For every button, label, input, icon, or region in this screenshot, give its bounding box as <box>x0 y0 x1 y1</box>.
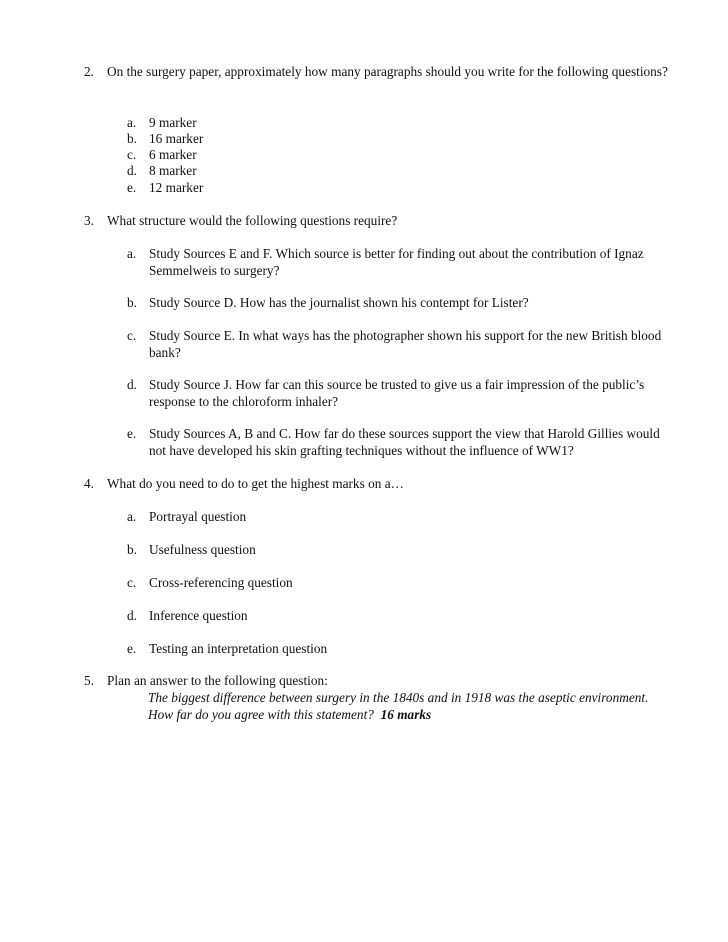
item-text: 12 marker <box>149 180 204 195</box>
item-label: a. <box>127 246 137 261</box>
list-item <box>127 147 678 164</box>
item-text: Study Source J. How far can this source be trusted to give us a fair impression of the public’s response to the chloroform inhaler? <box>149 377 645 409</box>
item-text: Study Sources A, B and C. How far do these sources support the view that Harold Gillies would not have developed his skin grafting techniques without the influence of WW1? <box>149 426 660 458</box>
item-label: d. <box>127 608 137 623</box>
question-4 <box>84 476 676 493</box>
item-text: Inference question <box>149 608 248 623</box>
item-label: c. <box>127 147 137 162</box>
list-item <box>127 115 678 132</box>
question-2 <box>84 64 676 81</box>
question-text: On the surgery paper, approximately how many paragraphs should you write for the following questions? <box>107 64 668 79</box>
list-item <box>127 608 678 625</box>
item-label: b. <box>127 131 137 146</box>
question-number: 3. <box>84 213 94 228</box>
item-text: 8 marker <box>149 163 197 178</box>
list-item <box>127 509 678 526</box>
item-text: Study Source D. How has the journalist shown his contempt for Lister? <box>149 295 529 310</box>
item-label: e. <box>127 426 137 441</box>
list-item <box>127 163 678 180</box>
list-item <box>127 641 678 658</box>
question-3 <box>84 213 676 230</box>
question-number: 4. <box>84 476 94 491</box>
item-text: 16 marker <box>149 131 204 146</box>
list-item <box>127 180 678 197</box>
item-text: 9 marker <box>149 115 197 130</box>
question-text: Plan an answer to the following question: <box>107 673 328 688</box>
question-number: 2. <box>84 64 94 79</box>
list-item <box>127 246 678 279</box>
item-label: e. <box>127 641 137 656</box>
list-item <box>127 575 678 592</box>
question-text: What structure would the following questions require? <box>107 213 398 228</box>
item-label: c. <box>127 328 137 343</box>
item-label: b. <box>127 542 137 557</box>
item-text: Study Sources E and F. Which source is better for finding out about the contribution of Ignaz Semmelweis to surgery? <box>149 246 644 278</box>
item-text: 6 marker <box>149 147 197 162</box>
question-text: What do you need to do to get the highest marks on a… <box>107 476 404 491</box>
list-item <box>127 377 678 410</box>
item-text: Usefulness question <box>149 542 256 557</box>
question-5 <box>84 673 676 690</box>
item-label: e. <box>127 180 137 195</box>
item-text: Portrayal question <box>149 509 247 524</box>
item-text: Testing an interpretation question <box>149 641 328 656</box>
item-label: d. <box>127 377 137 392</box>
list-item <box>127 131 678 148</box>
item-label: c. <box>127 575 137 590</box>
list-item <box>127 295 678 312</box>
marks-label: 16 marks <box>380 706 432 722</box>
list-item <box>127 542 678 559</box>
list-item <box>127 328 678 361</box>
item-label: a. <box>127 115 137 130</box>
item-label: b. <box>127 295 137 310</box>
question-number: 5. <box>84 673 94 688</box>
item-label: d. <box>127 163 137 178</box>
item-text: Study Source E. In what ways has the photographer shown his support for the new British blood bank? <box>149 328 662 360</box>
essay-statement: The biggest difference between surgery in the 1840s and in 1918 was the aseptic environment. How far do you agree with this statement? <box>148 690 649 722</box>
item-text: Cross-referencing question <box>149 575 293 590</box>
item-label: a. <box>127 509 137 524</box>
list-item <box>127 426 678 459</box>
essay-prompt <box>148 690 668 723</box>
